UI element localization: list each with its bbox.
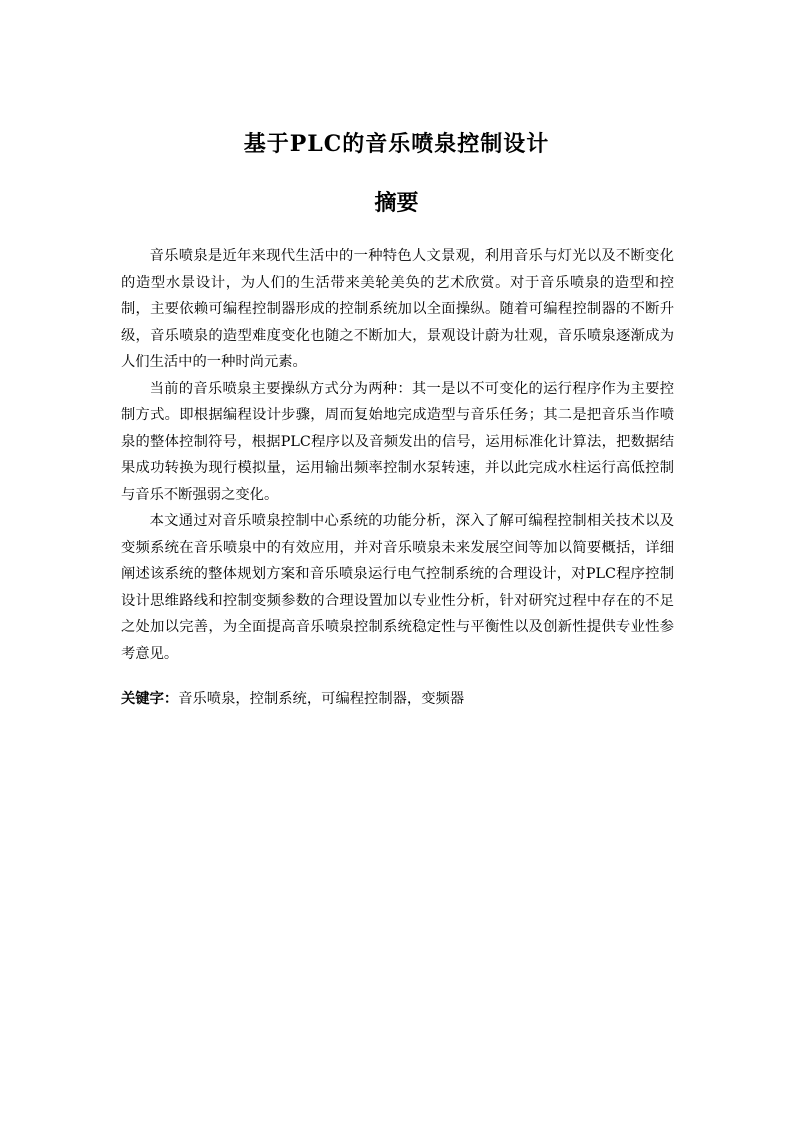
abstract-paragraph-2: 当前的音乐喷泉主要操纵方式分为两种：其一是以不可变化的运行程序作为主要控制方式。即根据编程设计步骤，周而复始地完成造型与音乐任务；其二是把音乐当作喷泉的整体控制符号，根据PLC程序以及音频发出的信号，运用标准化计算法，把数据结果成功转换为现行模拟量，运用输出频率控制水泵转速，并以此完成水柱运行高低控制与音乐不断强弱之变化。 [121, 380, 674, 503]
keywords-line [121, 686, 674, 712]
abstract-heading: 摘要 [374, 191, 419, 216]
keywords-label: 关键字： [121, 691, 179, 707]
document-title: 基于PLC的音乐喷泉控制设计 [243, 131, 550, 157]
abstract-paragraph-1: 音乐喷泉是近年来现代生活中的一种特色人文景观，利用音乐与灯光以及不断变化的造型水景设计，为人们的生活带来美轮美奂的艺术欣赏。对于音乐喷泉的造型和控制，主要依赖可编程控制器形成的控制系统加以全面操纵。随着可编程控制器的不断升级，音乐喷泉的造型难度变化也随之不断加大，景观设计蔚为壮观，音乐喷泉逐渐成为人们生活中的一种时尚元素。 [121, 248, 674, 370]
keywords-text: 音乐喷泉，控制系统，可编程控制器，变频器 [178, 691, 465, 707]
abstract-body [121, 243, 674, 667]
abstract-paragraph-3: 本文通过对音乐喷泉控制中心系统的功能分析，深入了解可编程控制相关技术以及变频系统在音乐喷泉中的有效应用，并对音乐喷泉未来发展空间等加以简要概括，详细阐述该系统的整体规划方案和音乐喷泉运行电气控制系统的合理设计，对PLC程序控制设计思维路线和控制变频参数的合理设置加以专业性分析，针对研究过程中存在的不足之处加以完善，为全面提高音乐喷泉控制系统稳定性与平衡性以及创新性提供专业性参考意见。 [121, 513, 674, 662]
